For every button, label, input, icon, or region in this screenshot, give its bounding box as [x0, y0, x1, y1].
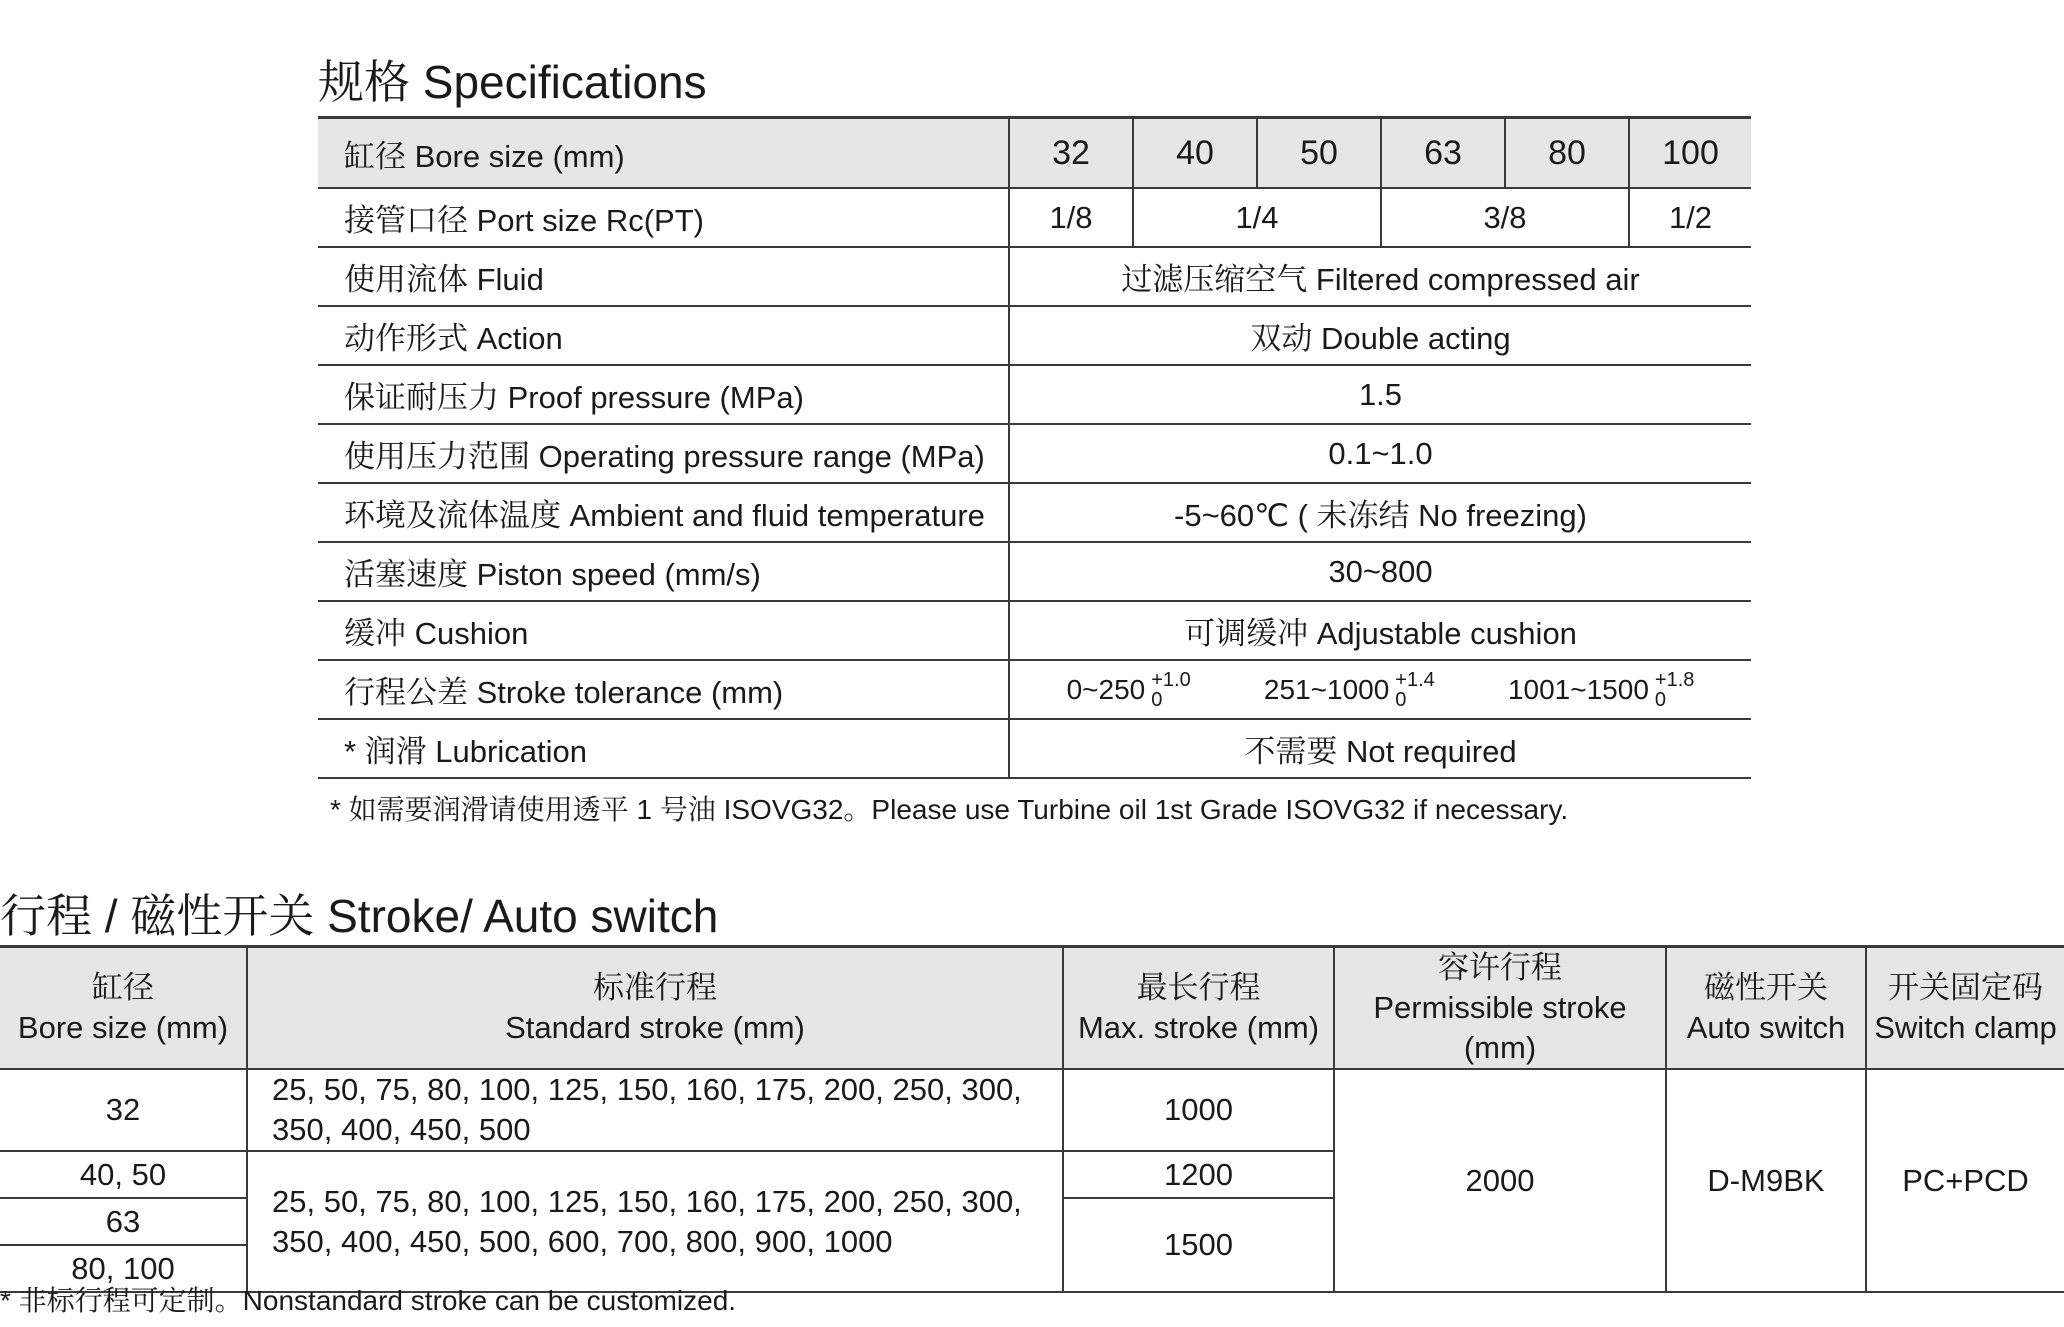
- permissible-stroke-cell: 2000: [1334, 1069, 1666, 1292]
- stroke-tolerance-values: [1009, 660, 1751, 719]
- fluid-row: [318, 247, 1751, 306]
- tolerance-range: 0~250: [1066, 673, 1146, 705]
- tolerance-upper: +1.4: [1395, 668, 1435, 691]
- table-row: [0, 1069, 2064, 1151]
- standard-stroke-cell: 25, 50, 75, 80, 100, 125, 150, 160, 175, 200, 250, 300, 350, 400, 450, 500, 600, 700, 800, 900, 1000: [247, 1151, 1063, 1292]
- fluid-label: 使用流体 Fluid: [318, 247, 1009, 306]
- tolerance-item: [1264, 670, 1435, 710]
- action-value: 双动 Double acting: [1009, 306, 1751, 365]
- temperature-value: -5~60℃ ( 未冻结 No freezing): [1009, 483, 1751, 542]
- tolerance-upper: +1.8: [1654, 668, 1695, 691]
- port-size-label: 接管口径 Port size Rc(PT): [318, 188, 1009, 247]
- stroke-table: [0, 945, 2064, 1293]
- bore-80: 80: [1505, 118, 1629, 189]
- lubrication-note: * 如需要润滑请使用透平 1 号油 ISOVG32。Please use Turbine oil 1st Grade ISOVG32 if necessary.: [330, 794, 1569, 825]
- header-auto-switch: 磁性开关 Auto switch: [1666, 947, 1866, 1070]
- stroke-tolerance-row: [318, 660, 1751, 719]
- bore-63: 63: [1381, 118, 1505, 189]
- cushion-row: [318, 601, 1751, 660]
- action-row: [318, 306, 1751, 365]
- operating-pressure-label: 使用压力范围 Operating pressure range (MPa): [318, 424, 1009, 483]
- piston-speed-row: [318, 542, 1751, 601]
- nonstandard-stroke-note: * 非标行程可定制。Nonstandard stroke can be customized.: [0, 1285, 737, 1316]
- proof-pressure-label: 保证耐压力 Proof pressure (MPa): [318, 365, 1009, 424]
- port-size-row: [318, 188, 1751, 247]
- proof-pressure-value: 1.5: [1009, 365, 1751, 424]
- cushion-label: 缓冲 Cushion: [318, 601, 1009, 660]
- stroke-header-row: [0, 947, 2064, 1070]
- bore-cell: 80, 100: [0, 1245, 247, 1292]
- bore-100: 100: [1629, 118, 1751, 189]
- piston-speed-value: 30~800: [1009, 542, 1751, 601]
- bore-40: 40: [1133, 118, 1257, 189]
- temperature-label: 环境及流体温度 Ambient and fluid temperature: [318, 483, 1009, 542]
- header-switch-clamp: 开关固定码 Switch clamp: [1866, 947, 2064, 1070]
- bore-cell: 40, 50: [0, 1151, 247, 1198]
- specifications-table: [318, 116, 1751, 779]
- switch-clamp-cell: PC+PCD: [1866, 1069, 2064, 1292]
- tolerance-range: 1001~1500: [1507, 673, 1649, 705]
- fluid-value: 过滤压缩空气 Filtered compressed air: [1009, 247, 1751, 306]
- header-bore-size: 缸径 Bore size (mm): [0, 947, 247, 1070]
- max-stroke-cell: 1200: [1063, 1151, 1334, 1198]
- header-standard-stroke: 标准行程 Standard stroke (mm): [247, 947, 1063, 1070]
- bore-cell: 32: [0, 1069, 247, 1151]
- stroke-auto-switch-title: 行程 / 磁性开关 Stroke/ Auto switch: [0, 890, 719, 942]
- bore-size-label: 缸径 Bore size (mm): [318, 118, 1009, 189]
- tolerance-lower: 0: [1395, 688, 1407, 711]
- lubrication-row: [318, 719, 1751, 778]
- action-label: 动作形式 Action: [318, 306, 1009, 365]
- tolerance-lower: 0: [1654, 688, 1667, 711]
- proof-pressure-row: [318, 365, 1751, 424]
- max-stroke-cell: 1500: [1063, 1198, 1334, 1292]
- cushion-value: 可调缓冲 Adjustable cushion: [1009, 601, 1751, 660]
- specifications-title: 规格 Specifications: [318, 56, 707, 108]
- port-size-100: 1/2: [1629, 188, 1751, 247]
- header-permissible-stroke: 容许行程 Permissible stroke (mm): [1334, 947, 1666, 1070]
- port-size-63-80: 3/8: [1381, 188, 1629, 247]
- operating-pressure-value: 0.1~1.0: [1009, 424, 1751, 483]
- max-stroke-cell: 1000: [1063, 1069, 1334, 1151]
- tolerance-upper: +1.0: [1151, 668, 1191, 691]
- piston-speed-label: 活塞速度 Piston speed (mm/s): [318, 542, 1009, 601]
- bore-size-row: [318, 118, 1751, 189]
- tolerance-lower: 0: [1151, 688, 1163, 711]
- lubrication-value: 不需要 Not required: [1009, 719, 1751, 778]
- temperature-row: [318, 483, 1751, 542]
- bore-cell: 63: [0, 1198, 247, 1245]
- auto-switch-cell: D-M9BK: [1666, 1069, 1866, 1292]
- operating-pressure-row: [318, 424, 1751, 483]
- bore-32: 32: [1009, 118, 1133, 189]
- tolerance-item: [1067, 670, 1191, 710]
- stroke-tolerance-label: 行程公差 Stroke tolerance (mm): [318, 660, 1009, 719]
- header-max-stroke: 最长行程 Max. stroke (mm): [1063, 947, 1334, 1070]
- tolerance-range: 251~1000: [1263, 673, 1390, 705]
- standard-stroke-cell: 25, 50, 75, 80, 100, 125, 150, 160, 175, 200, 250, 300, 350, 400, 450, 500: [247, 1069, 1063, 1151]
- bore-50: 50: [1257, 118, 1381, 189]
- port-size-40-50: 1/4: [1133, 188, 1381, 247]
- lubrication-label: * 润滑 Lubrication: [318, 719, 1009, 778]
- port-size-32: 1/8: [1009, 188, 1133, 247]
- tolerance-item: [1508, 670, 1694, 710]
